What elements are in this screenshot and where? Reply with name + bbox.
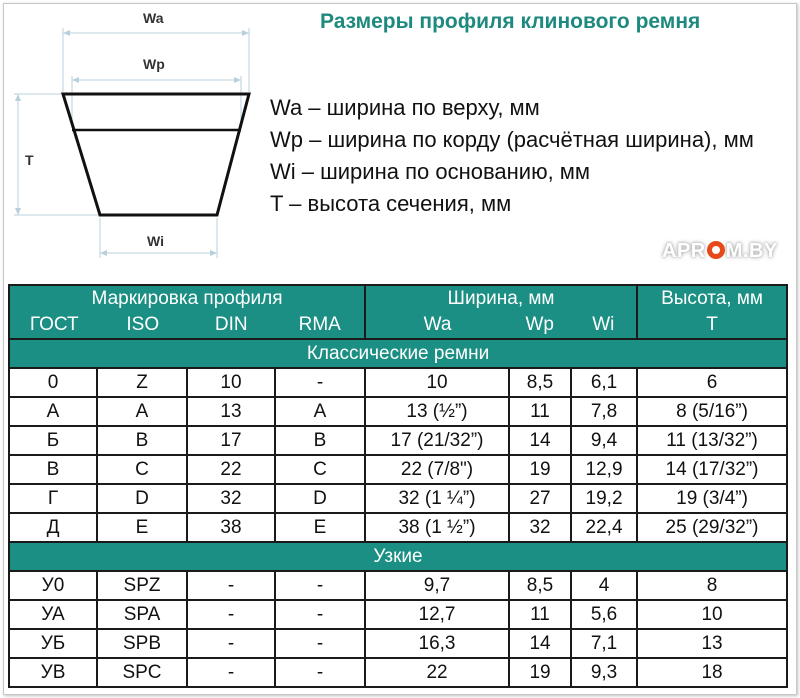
table-cell: 22 [365, 658, 509, 687]
marking-group-header: Маркировка профиля ГОСТ ISO DIN RMA [9, 285, 365, 339]
table-row [9, 397, 787, 426]
table-cell: 10 [365, 368, 509, 397]
table-cell: D [97, 484, 187, 513]
table-cell: 8,5 [509, 368, 571, 397]
col-rma: RMA [298, 314, 341, 335]
table-cell: 38 (1 ½”) [365, 513, 509, 542]
wa-label: Wa [143, 10, 164, 26]
table-cell: 11 [509, 397, 571, 426]
table-cell: 12,7 [365, 600, 509, 629]
table-cell: - [275, 600, 365, 629]
table-cell: SPA [97, 600, 187, 629]
table-cell: 11 (13/32”) [637, 426, 787, 455]
table-row [9, 513, 787, 542]
table-cell: 27 [509, 484, 571, 513]
table-cell: Д [9, 513, 97, 542]
legend-item-wi: Wi – ширина по основанию, мм [270, 159, 591, 184]
table-cell: А [9, 397, 97, 426]
table-cell: 10 [637, 600, 787, 629]
table-cell: 22 (7/8") [365, 455, 509, 484]
col-wi: Wi [592, 314, 615, 335]
table-cell: Б [9, 426, 97, 455]
table-cell: E [275, 513, 365, 542]
col-t: T [706, 314, 718, 335]
table-cell: 5,6 [571, 600, 637, 629]
table-cell: C [97, 455, 187, 484]
table-cell: 6,1 [571, 368, 637, 397]
height-group-header: Высота, мм T [637, 285, 787, 339]
table-cell: 14 (17/32”) [637, 455, 787, 484]
table-cell: C [275, 455, 365, 484]
table-cell: 38 [187, 513, 275, 542]
table-cell: 14 [509, 629, 571, 658]
table-cell: 8 (5/16”) [637, 397, 787, 426]
watermark-logo: APR M.BY [662, 240, 778, 262]
table-cell: E [97, 513, 187, 542]
section-header: Узкие [9, 542, 787, 571]
table-cell: 9,4 [571, 426, 637, 455]
table-row [9, 484, 787, 513]
table-cell: 9,3 [571, 658, 637, 687]
table-cell: 22,4 [571, 513, 637, 542]
table-cell: 13 (½”) [365, 397, 509, 426]
table-cell: 8 [637, 571, 787, 600]
table-cell: 9,7 [365, 571, 509, 600]
belt-profile-diagram [0, 0, 270, 270]
table-cell: D [275, 484, 365, 513]
table-cell: 14 [509, 426, 571, 455]
table-cell: - [187, 658, 275, 687]
table-row [9, 571, 787, 600]
table-cell: УБ [9, 629, 97, 658]
table-cell: 11 [509, 600, 571, 629]
table-cell: У0 [9, 571, 97, 600]
table-cell: 19 (3/4”) [637, 484, 787, 513]
table-cell: В [9, 455, 97, 484]
legend-item-t: T – высота сечения, мм [270, 191, 512, 216]
table-cell: SPB [97, 629, 187, 658]
table-cell: 32 [187, 484, 275, 513]
table-cell: 7,1 [571, 629, 637, 658]
col-iso: ISO [126, 314, 160, 335]
belt-dimensions-table [8, 284, 788, 688]
col-gost: ГОСТ [29, 314, 79, 335]
table-cell: 10 [187, 368, 275, 397]
table-cell: 19,2 [571, 484, 637, 513]
table-cell: 6 [637, 368, 787, 397]
col-wp: Wp [525, 314, 554, 335]
legend-item-wp: Wp – ширина по корду (расчётная ширина), мм [270, 127, 754, 152]
table-cell: 32 (1 ¼”) [365, 484, 509, 513]
width-group-header: Ширина, мм Wa Wp Wi [365, 285, 637, 339]
table-cell: B [97, 426, 187, 455]
table-cell: 17 [187, 426, 275, 455]
table-cell: 16,3 [365, 629, 509, 658]
table-cell: A [97, 397, 187, 426]
table-row [9, 600, 787, 629]
table-cell: Z [97, 368, 187, 397]
table-cell: 25 (29/32”) [637, 513, 787, 542]
table-cell: 18 [637, 658, 787, 687]
belt-cross-section [63, 94, 249, 215]
table-cell: - [275, 629, 365, 658]
table-cell: - [187, 571, 275, 600]
table-cell: 22 [187, 455, 275, 484]
wp-label: Wp [143, 56, 165, 72]
table-cell: 4 [571, 571, 637, 600]
table-cell: A [275, 397, 365, 426]
table-cell: 8,5 [509, 571, 571, 600]
table-cell: - [187, 629, 275, 658]
table-cell: 12,9 [571, 455, 637, 484]
table-cell: - [187, 600, 275, 629]
table-row [9, 426, 787, 455]
table-cell: УВ [9, 658, 97, 687]
col-wa: Wa [423, 314, 452, 335]
table-cell: SPZ [97, 571, 187, 600]
table-row [9, 629, 787, 658]
table-cell: B [275, 426, 365, 455]
table-cell: - [275, 571, 365, 600]
table-cell: SPC [97, 658, 187, 687]
table-cell: 19 [509, 658, 571, 687]
t-label: T [25, 152, 34, 168]
table-cell: 7,8 [571, 397, 637, 426]
wi-label: Wi [147, 233, 164, 249]
table-cell: - [275, 658, 365, 687]
table-cell: УА [9, 600, 97, 629]
table-row [9, 658, 787, 687]
table-cell: 13 [637, 629, 787, 658]
table-cell: 32 [509, 513, 571, 542]
table-cell: 0 [9, 368, 97, 397]
col-din: DIN [214, 314, 248, 335]
table-cell: 17 (21/32”) [365, 426, 509, 455]
legend-item-wa: Wa – ширина по верху, мм [270, 95, 540, 120]
table-cell: - [275, 368, 365, 397]
table-cell: 19 [509, 455, 571, 484]
table-cell: Г [9, 484, 97, 513]
table-cell: 13 [187, 397, 275, 426]
table-row [9, 368, 787, 397]
page-title: Размеры профиля клинового ремня [320, 10, 701, 33]
section-header: Классические ремни [9, 339, 787, 368]
legend [270, 92, 754, 220]
table-row [9, 455, 787, 484]
logo-o-mark-icon [707, 241, 725, 259]
